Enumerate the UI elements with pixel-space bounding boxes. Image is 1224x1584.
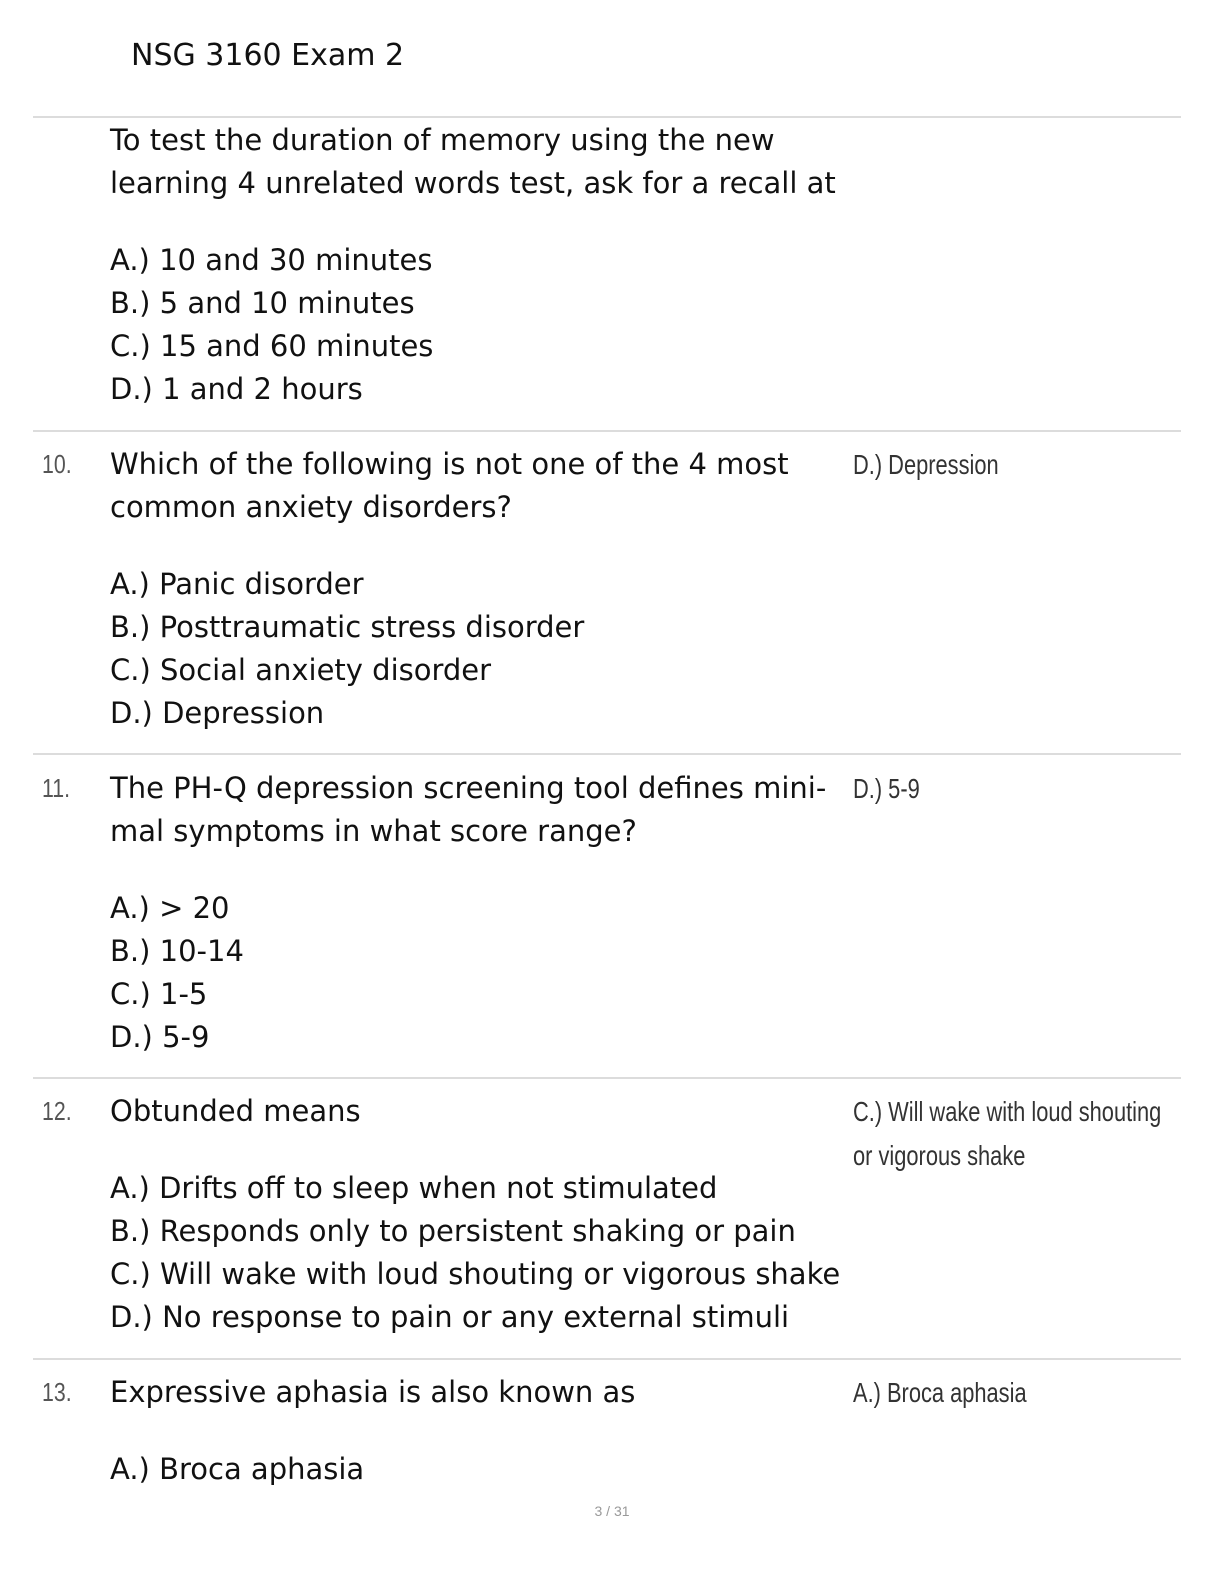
- question-12-option-d: D.) No response to pain or any external stimuli: [110, 1300, 790, 1334]
- question-12-text: Obtunded means: [110, 1094, 361, 1128]
- divider: [33, 1077, 1181, 1079]
- divider: [33, 116, 1181, 118]
- question-9-option-a: A.) 10 and 30 minutes: [110, 243, 433, 277]
- question-10-option-a: A.) Panic disorder: [110, 567, 364, 601]
- question-10-option-b: B.) Posttraumatic stress disorder: [110, 610, 585, 644]
- question-10-number: 10.: [42, 449, 72, 479]
- question-13-option-a: A.) Broca aphasia: [110, 1452, 365, 1486]
- question-9-text: To test the duration of memory using the new learning 4 unrelated words test, ask for a recall at: [110, 123, 836, 200]
- question-9-option-c: C.) 15 and 60 minutes: [110, 329, 434, 363]
- question-10-option-c: C.) Social anxiety disorder: [110, 653, 492, 687]
- question-9-options: [110, 239, 855, 411]
- question-12-option-a: A.) Drifts off to sleep when not stimulated: [110, 1171, 718, 1205]
- question-12-answer-line-2: or vigorous shake: [853, 1140, 1026, 1171]
- question-11-options: [110, 887, 855, 1059]
- question-13-options: [110, 1448, 855, 1491]
- question-11-option-a: A.) > 20: [110, 891, 230, 925]
- question-11-option-b: B.) 10-14: [110, 934, 244, 968]
- question-12-option-b: B.) Responds only to persistent shaking or pain: [110, 1214, 796, 1248]
- question-9-option-d: D.) 1 and 2 hours: [110, 372, 363, 406]
- question-12-answer-line-1: C.) Will wake with loud shouting: [853, 1096, 1162, 1127]
- divider: [33, 430, 1181, 432]
- question-10-text: Which of the following is not one of the 4 most common anxiety disorders?: [110, 447, 789, 524]
- divider: [33, 753, 1181, 755]
- question-10-options: [110, 563, 855, 735]
- question-12-answer: [853, 1090, 1165, 1178]
- divider: [33, 1358, 1181, 1360]
- question-13-number: 13.: [42, 1377, 72, 1407]
- question-11-answer: D.) 5-9: [853, 773, 920, 804]
- question-9-option-b: B.) 5 and 10 minutes: [110, 286, 415, 320]
- question-12-option-c: C.) Will wake with loud shouting or vigorous shake: [110, 1257, 841, 1291]
- document-title: NSG 3160 Exam 2: [131, 38, 405, 73]
- page-number: 3 / 31: [594, 1503, 630, 1519]
- question-11-text: The PH-Q depression screening tool defines mini- mal symptoms in what score range?: [110, 771, 827, 848]
- question-11-number: 11.: [42, 773, 71, 803]
- question-13-text: Expressive aphasia is also known as: [110, 1375, 636, 1409]
- question-11-option-c: C.) 1-5: [110, 977, 208, 1011]
- question-10-option-d: D.) Depression: [110, 696, 325, 730]
- question-12-options: [110, 1167, 855, 1339]
- question-11-option-d: D.) 5-9: [110, 1020, 210, 1054]
- question-12-number: 12.: [42, 1096, 72, 1126]
- question-13-answer: A.) Broca aphasia: [853, 1377, 1027, 1408]
- question-10-answer: D.) Depression: [853, 449, 999, 480]
